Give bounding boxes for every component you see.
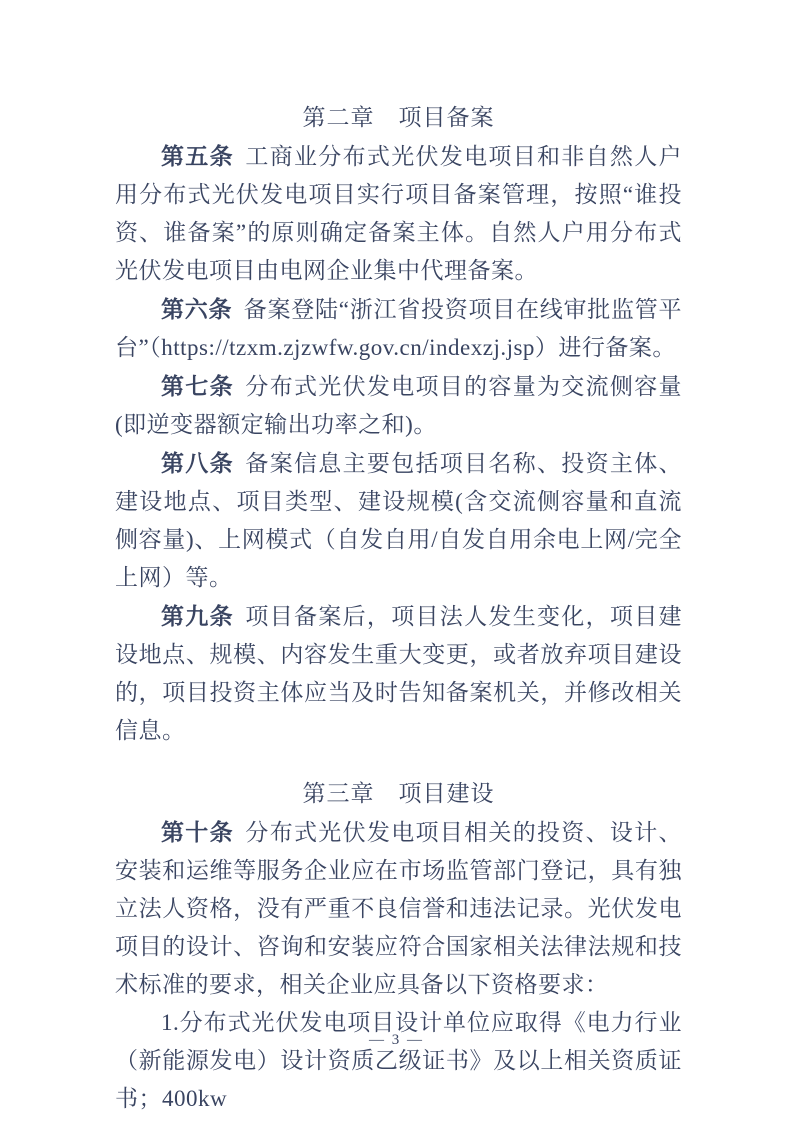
- chapter-3-heading: 第三章 项目建设: [302, 781, 495, 806]
- page-number: — 3 —: [369, 1032, 424, 1048]
- item-1-text: 1.分布式光伏发电项目设计单位应取得《电力行业（新能源发电）设计资质乙级证书》及以上相关资质证书；400kw: [115, 1010, 682, 1111]
- article-9-text: 项目备案后，项目法人发生变化，项目建设地点、规模、内容发生重大变更，或者放弃项目建设的，项目投资主体应当及时告知备案机关，并修改相关信息。: [115, 604, 683, 743]
- paragraph-article-10: [115, 813, 682, 1004]
- article-5-text: 工商业分布式光伏发电项目和非自然人户用分布式光伏发电项目实行项目备案管理，按照“谁投资、谁备案”的原则确定备案主体。自然人户用分布式光伏发电项目由电网企业集中代理备案。: [115, 144, 683, 283]
- article-10-label: 第十条: [161, 819, 234, 845]
- article-7-label: 第七条: [161, 373, 234, 399]
- paragraph-article-6: [115, 290, 682, 367]
- article-9-label: 第九条: [161, 603, 234, 629]
- article-6-label: 第六条: [161, 296, 233, 322]
- article-5-label: 第五条: [161, 143, 234, 169]
- paragraph-article-7: [115, 367, 682, 444]
- article-8-label: 第八条: [161, 450, 234, 476]
- chapter-2-heading: 第二章 项目备案: [302, 105, 495, 130]
- paragraph-article-5: [115, 137, 682, 290]
- paragraph-article-9: [115, 597, 682, 750]
- paragraph-article-8: [115, 444, 682, 597]
- article-8-text: 备案信息主要包括项目名称、投资主体、建设地点、项目类型、建设规模(含交流侧容量和直流侧容量)、上网模式（自发自用/自发自用余电上网/完全上网）等。: [115, 451, 683, 590]
- article-10-text: 分布式光伏发电项目相关的投资、设计、安装和运维等服务企业应在市场监管部门登记，具有独立法人资格，没有严重不良信誉和违法记录。光伏发电项目的设计、咨询和安装应符合国家相关法律法规和技术标准的要求，相关企业应具备以下资格要求：: [115, 820, 683, 997]
- paragraph-item-1: [115, 1004, 682, 1118]
- article-6-text: 备案登陆“浙江省投资项目在线审批监管平台”（https://tzxm.zjzwfw.gov.cn/indexzj.jsp）进行备案。: [115, 297, 683, 360]
- article-7-text: 分布式光伏发电项目的容量为交流侧容量(即逆变器额定输出功率之和)。: [115, 374, 683, 437]
